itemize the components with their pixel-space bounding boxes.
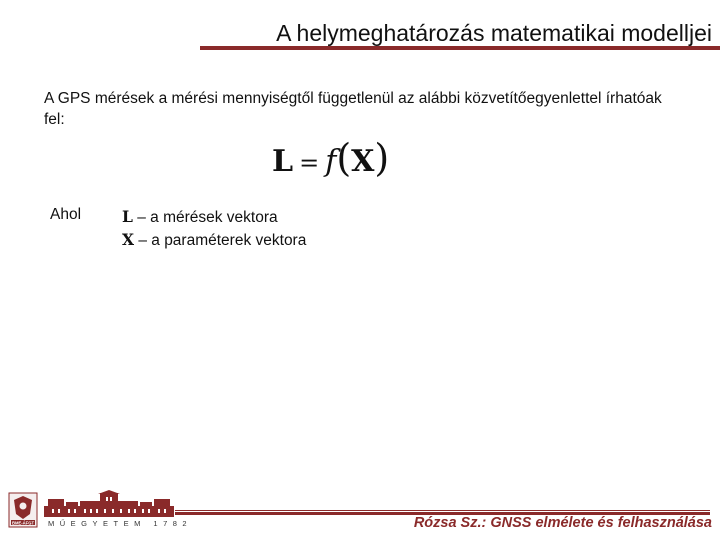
ahol-label: Ahol — [50, 206, 82, 223]
formula-equals: = — [299, 149, 320, 177]
footer-rule-thin — [175, 510, 710, 511]
definition-item — [122, 206, 306, 229]
university-caption: MŰEGYETEM 1782 — [48, 519, 193, 528]
university-emblem-icon — [8, 492, 38, 528]
definition-symbol: X — [122, 230, 135, 249]
intro-text: A GPS mérések a mérési mennyiségtől függetlenül az alábbi közvetítőegyenlettel írhatóak fel: — [44, 90, 662, 128]
formula-argument: X — [351, 144, 375, 179]
definition-symbol: L — [122, 207, 133, 226]
formula-function: f — [325, 144, 337, 179]
title-underline — [200, 46, 720, 50]
emblem-caption: BME-ÁFGT — [11, 520, 35, 526]
university-building-icon — [44, 490, 174, 518]
definitions-list — [122, 206, 306, 252]
footer-author: Rózsa Sz.: GNSS elmélete és felhasználása — [413, 515, 712, 531]
formula-lhs: L — [272, 144, 294, 179]
formula — [272, 136, 389, 185]
formula-open-paren: ( — [336, 136, 352, 180]
definition-text: – a mérések vektora — [132, 209, 278, 226]
slide-title: A helymeghatározás matematikai modelljei — [276, 20, 712, 46]
definition-text: – a paraméterek vektora — [134, 232, 307, 249]
formula-close-paren: ) — [374, 136, 390, 180]
definition-item — [122, 229, 306, 252]
